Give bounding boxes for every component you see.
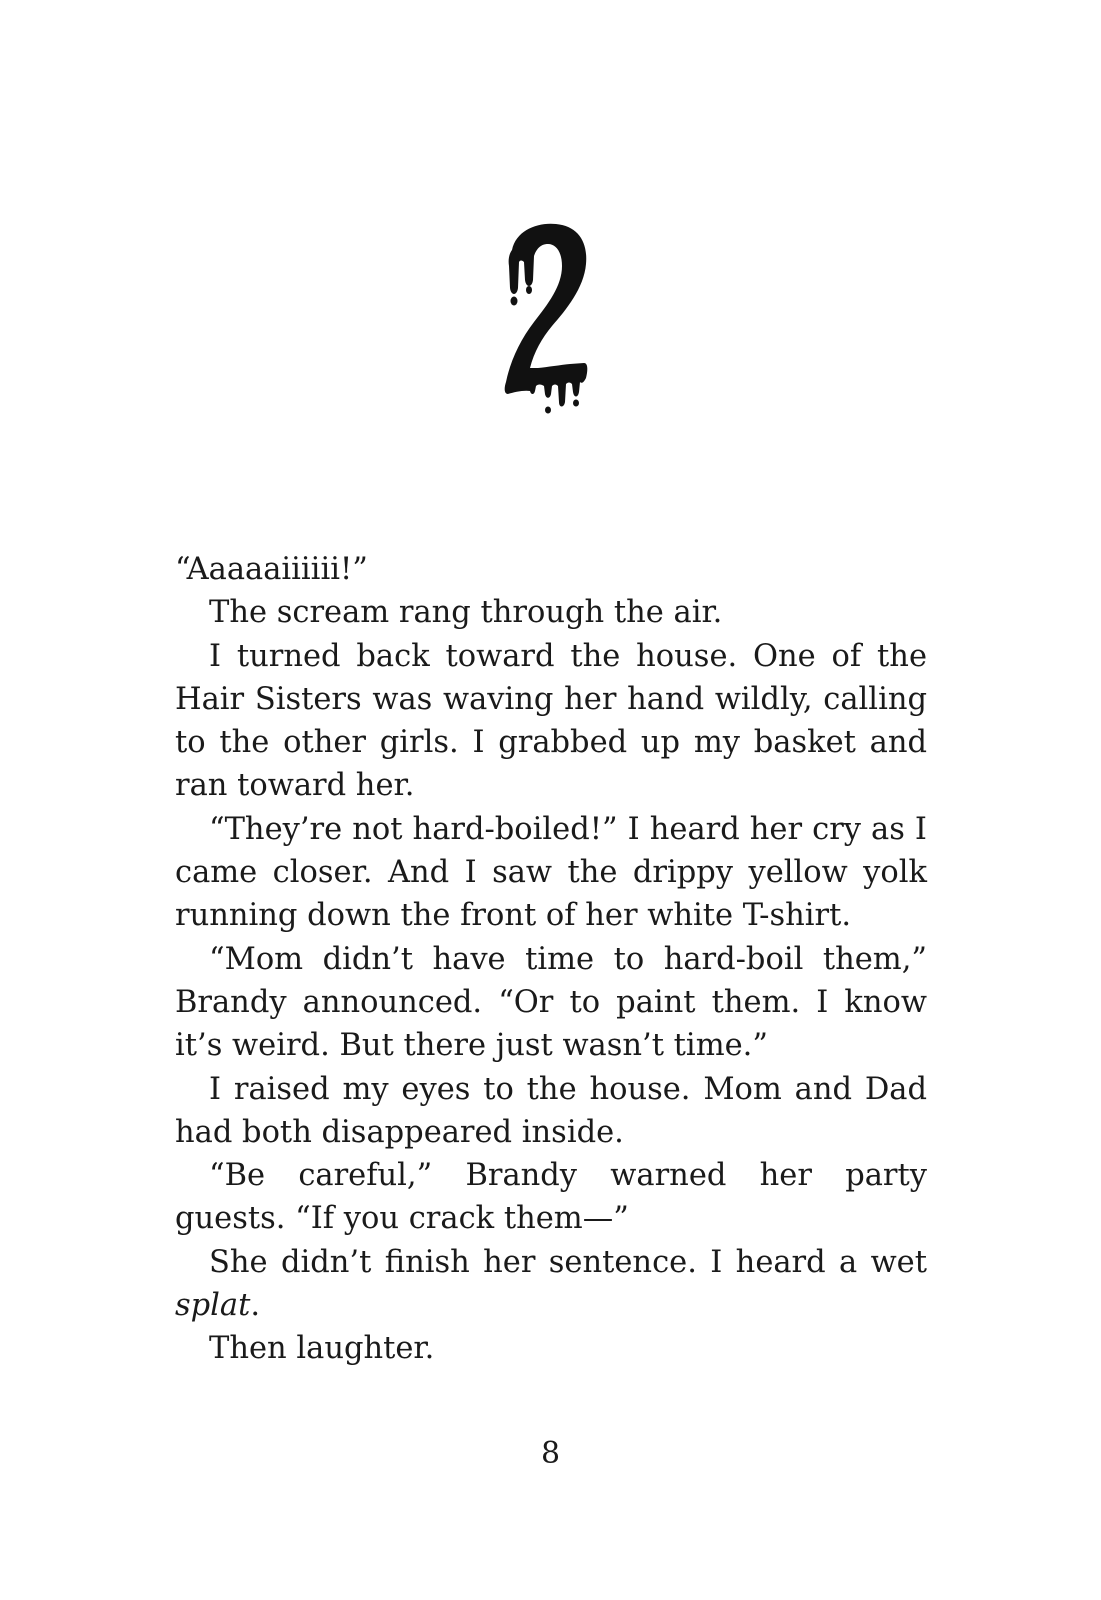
paragraph: The scream rang through the air. [209,595,723,631]
paragraph-text: She didn’t finish her sentence. I heard a wet [209,1244,927,1280]
paragraph: “Be careful,” Brandy warned her party guests. “If you crack them—” [175,1158,927,1237]
emphasized-word: splat [175,1288,251,1324]
paragraph: I raised my eyes to the house. Mom and Dad had both disappeared inside. [175,1071,927,1150]
paragraph: Then laughter. [209,1331,435,1367]
paragraph: I turned back toward the house. One of the Hair Sisters was waving her hand wildly, calling to the other girls. I grabbed up my basket and ran toward her. [175,638,927,804]
paragraph-end-punctuation: . [250,1288,261,1324]
paragraph: “They’re not hard-boiled!” I heard her cry as I came closer. And I saw the drippy yellow yolk running down the front of her white T-shirt. [175,811,927,934]
dripping-slime-numeral-icon [504,222,594,414]
paragraph: “Aaaaaiiiiii!” [175,552,368,587]
body-text [175,548,927,1371]
chapter-number-heading [504,222,594,414]
page-number: 8 [540,1436,561,1471]
paragraph: “Mom didn’t have time to hard-boil them,” Brandy announced. “Or to paint them. I know it’s weird. But there just wasn’t time.” [175,941,927,1064]
paragraph [175,1241,927,1328]
